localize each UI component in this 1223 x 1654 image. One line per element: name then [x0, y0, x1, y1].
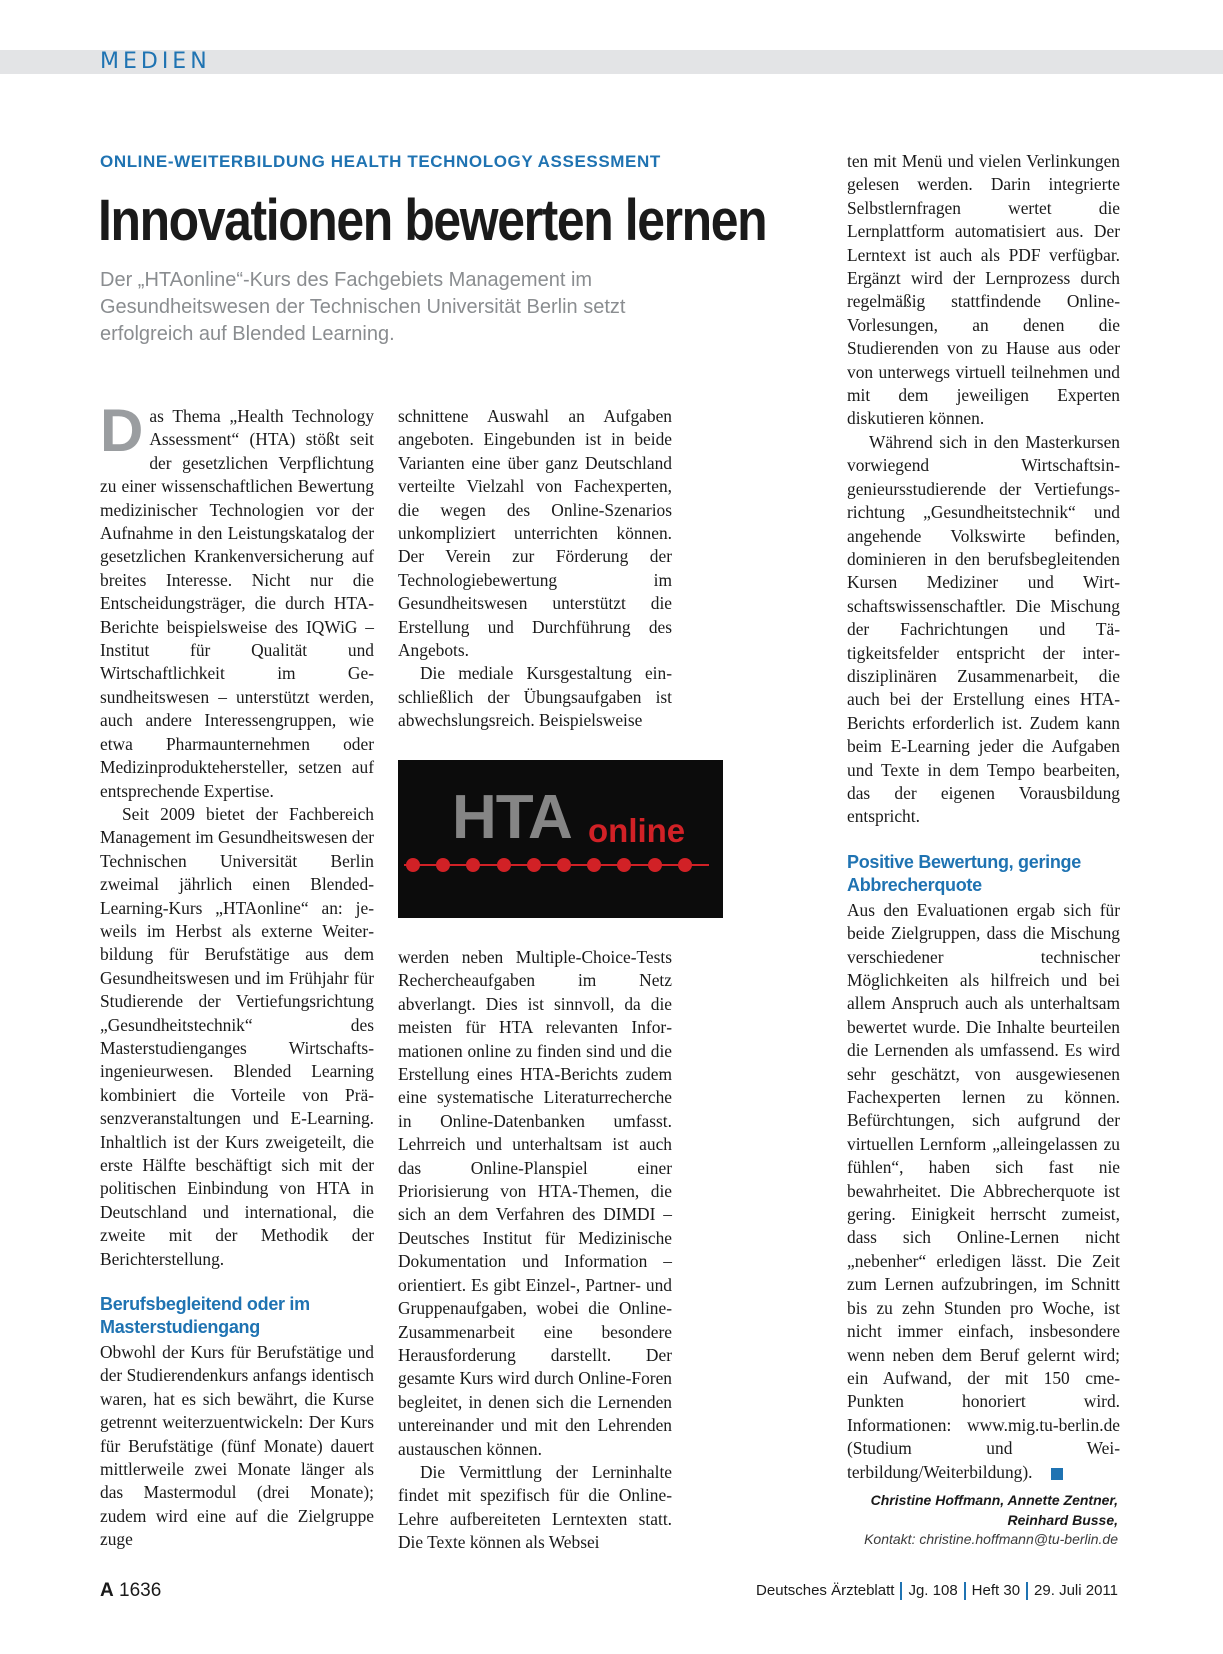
article-lead: Der „HTAonline“-Kurs des Fachgebiets Management im Gesundheitswesen der Technischen Universität Berlin setzt erfolgreich auf Blended Learning. — [100, 269, 626, 345]
logo-dot — [557, 858, 571, 872]
end-mark-icon — [1051, 1468, 1063, 1480]
logo-online-text: online — [588, 812, 686, 849]
section-label: MEDIEN — [100, 49, 211, 74]
logo-hta-text: HTA — [452, 783, 572, 852]
page-prefix: A — [100, 1580, 114, 1601]
logo-dot — [406, 858, 420, 872]
paragraph: Die mediale Kursgestaltung einschließlich der Übungsaufgaben ist abwechslungsreich. Beispielsweise — [398, 663, 672, 731]
footer-separator — [964, 1582, 966, 1600]
journal-volume: Jg. 108 — [908, 1582, 958, 1599]
journal-name: Deutsches Ärzteblatt — [756, 1582, 895, 1599]
journal-issue: Heft 30 — [971, 1582, 1021, 1599]
dropcap: D — [100, 397, 144, 464]
logo-dot — [436, 858, 450, 872]
authors-line: Christine Hoffmann, Annette Zentner, — [870, 1492, 1118, 1508]
footer-separator — [900, 1582, 902, 1600]
page-number — [100, 1580, 161, 1602]
journal-date: 29. Juli 2011 — [1034, 1582, 1118, 1599]
authors-line: Reinhard Busse, — [1007, 1512, 1118, 1528]
paragraph — [100, 397, 374, 803]
logo-dot — [466, 858, 480, 872]
paragraph — [847, 899, 1120, 1484]
journal-footer — [756, 1582, 1118, 1600]
subheading: Berufsbegleitend oder im Masterstudiengang — [100, 1294, 310, 1338]
htaonline-logo-image — [398, 760, 723, 918]
paragraph: Obwohl der Kurs für Berufstätige und der Studierendenkurs anfangs identisch waren, hat es sich bewährt, die Kurse getrennt weiterzuentwickeln: Der Kurs für Berufstätige (fünf Monate) dauert mittlerweile zwei Monate länger als das Mastermodul (drei Monate); zudem wird eine auf die Zielgruppe zuge — [100, 1342, 374, 1550]
column-2-top — [398, 405, 672, 733]
column-1 — [100, 397, 374, 1552]
paragraph: Seit 2009 bietet der Fachbereich Management im Gesundheitswesen der Technischen Universität Berlin zweimal jährlich einen Blended-Learning-Kurs „HTAonline“ an: jeweils im Herbst als externe Weiterbildung für Berufstätige aus dem Gesundheitswesen und im Frühjahr für Studierende der Vertiefungsrichtung „Gesundheitstechnik“ des Masterstudienganges Wirtschaftsingenieurwesen. Blended Learning kombiniert die Vorteile von Präsenzveranstaltungen und E-Learning. Inhaltlich ist der Kurs zweigeteilt, die erste Hälfte beschäftigt sich mit der politischen Einbindung von HTA in Deutschland und international, die zweite mit der Methodik der Berichterstellung. — [100, 803, 374, 1269]
paragraph-text: as Thema „Health Technology Assessment“ (HTA) stößt seit der gesetzlichen Verpflichtung zu einer wissenschaftlichen Bewertung medizinischer Technologien vor der Aufnahme in den Leistungskatalog der gesetzlichen Krankenversicherung auf breites Interesse. Nicht nur die Entscheidungsträger, die durch HTA-Berichte beispielsweise des IQWiG – Institut für Qualität und Wirtschaftlichkeit im Gesundheitswesen – unterstützt werden, auch andere Interessengruppen, wie etwa Pharmaunternehmen oder Medizinproduktehersteller, setzen auf entsprechende Expertise. — [100, 406, 374, 801]
article-kicker: ONLINE-WEITERBILDUNG HEALTH TECHNOLOGY ASSESSMENT — [100, 152, 661, 171]
logo-dot — [497, 858, 511, 872]
column-2-bottom — [398, 946, 672, 1555]
author-contact: Kontakt: christine.hoffmann@tu-berlin.de — [864, 1531, 1118, 1547]
footer-separator — [1026, 1582, 1028, 1600]
paragraph: werden neben Multiple-Choice-Tests Rechercheaufgaben im Netz abverlangt. Dies ist sinnvoll, da die meisten für HTA relevanten Informationen online zu finden sind und die Erstellung eines HTA-Berichts zudem eine systematische Literaturrecherche in Online-Datenbanken umfasst. Lehrreich und unterhaltsam ist auch das Online-Planspiel einer Priorisierung von HTA-Themen, die sich an dem Verfahren des DIMDI – Deutsches Institut für Medizinische Dokumentation und Information – orientiert. Es gibt Einzel-, Partner- und Gruppenaufgaben, wobei die Online-Zusammenarbeit eine besondere Herausforderung darstellt. Der gesamte Kurs wird durch Online-Foren begleitet, in denen sich die Lernenden untereinander und mit den Lehrenden austauschen können. — [398, 947, 672, 1459]
logo-dot — [648, 858, 662, 872]
paragraph: schnittene Auswahl an Aufgaben angeboten. Eingebunden ist in beide Varianten eine über ganz Deutschland verteilte Vielzahl von Fachexperten, die wegen des Online-Szenarios unkompliziert unterrichten können. Der Verein zur Förderung der Technologiebewertung im Gesundheitswesen unterstützt die Erstellung und Durchführung des Angebots. — [398, 406, 672, 661]
paragraph-text: Aus den Evaluationen ergab sich für beide Zielgruppen, dass die Mischung verschiedener technischer Möglichkeiten als hilfreich und bei allem Anspruch auch als unterhaltsam bewertet wurde. Die Inhalte beurteilen die Lernenden als umfassend. Es wird sehr geschätzt, von ausgewiesenen Fachexperten lernen zu können. Befürchtungen, sich aufgrund der virtuellen Lernform „alleingelassen zu fühlen“, haben sich fast nie bewahrheitet. Die Abbrecherquote ist gering. Einigkeit herrscht zumeist, dass sich Online-Lernen nicht „nebenher“ erledigen lässt. Die Zeit zum Lernen aufzubringen, im Schnitt bis zu zehn Stunden pro Woche, ist nicht immer einfach, insbesondere wenn neben dem Beruf gelernt wird; ein Aufwand, der mit 150 cme-Punkten honoriert wird. Informationen: www.mig.tu-berlin.de (Studium und Weiterbildung/Weiterbildung). — [847, 899, 1120, 1482]
paragraph: Während sich in den Masterkursen vorwiegend Wirtschaftsingenieursstudierende der Vertiefungsrichtung „Gesundheitstechnik“ und angehende Volkswirte befinden, dominieren in den berufsbegleitenden Kursen Mediziner und Wirtschaftswissenschaftler. Die Mischung der Fachrichtungen und Tätigkeitsfelder entspricht der interdisziplinären Zusammenarbeit, die auch bei der Erstellung eines HTA-Berichts erforderlich ist. Zudem kann beim E-Learning jeder die Aufgaben und Texte in dem Tempo bearbeiten, das der eigenen Vorausbildung entspricht. — [847, 431, 1120, 827]
article-authors — [871, 1490, 1118, 1530]
subheading: Positive Bewertung, geringe Abbrecherquote — [847, 851, 1081, 895]
page-number-value: 1636 — [119, 1580, 162, 1601]
logo-dot — [678, 858, 692, 872]
paragraph: Die Vermittlung der Lerninhalte findet mit spezifisch für die Online-Lehre aufbereiteten Lerntexten statt. Die Texte können als Websei — [398, 1461, 672, 1553]
article-headline: Innovationen bewerten lernen — [98, 188, 767, 253]
column-3 — [847, 150, 1120, 1484]
paragraph: ten mit Menü und vielen Verlinkungen gelesen werden. Darin integrierte Selbstlernfragen wertet die Lernplattform automatisiert aus. Der Lerntext ist auch als PDF verfügbar. Ergänzt wird der Lernprozess durch regelmäßig stattfindende Online-Vorlesungen, an denen die Studierenden von zu Hause aus oder von unterwegs virtuell teilnehmen und mit dem jeweiligen Experten diskutieren können. — [847, 151, 1120, 429]
logo-dot — [587, 858, 601, 872]
logo-dot — [527, 858, 541, 872]
logo-dot — [617, 858, 631, 872]
